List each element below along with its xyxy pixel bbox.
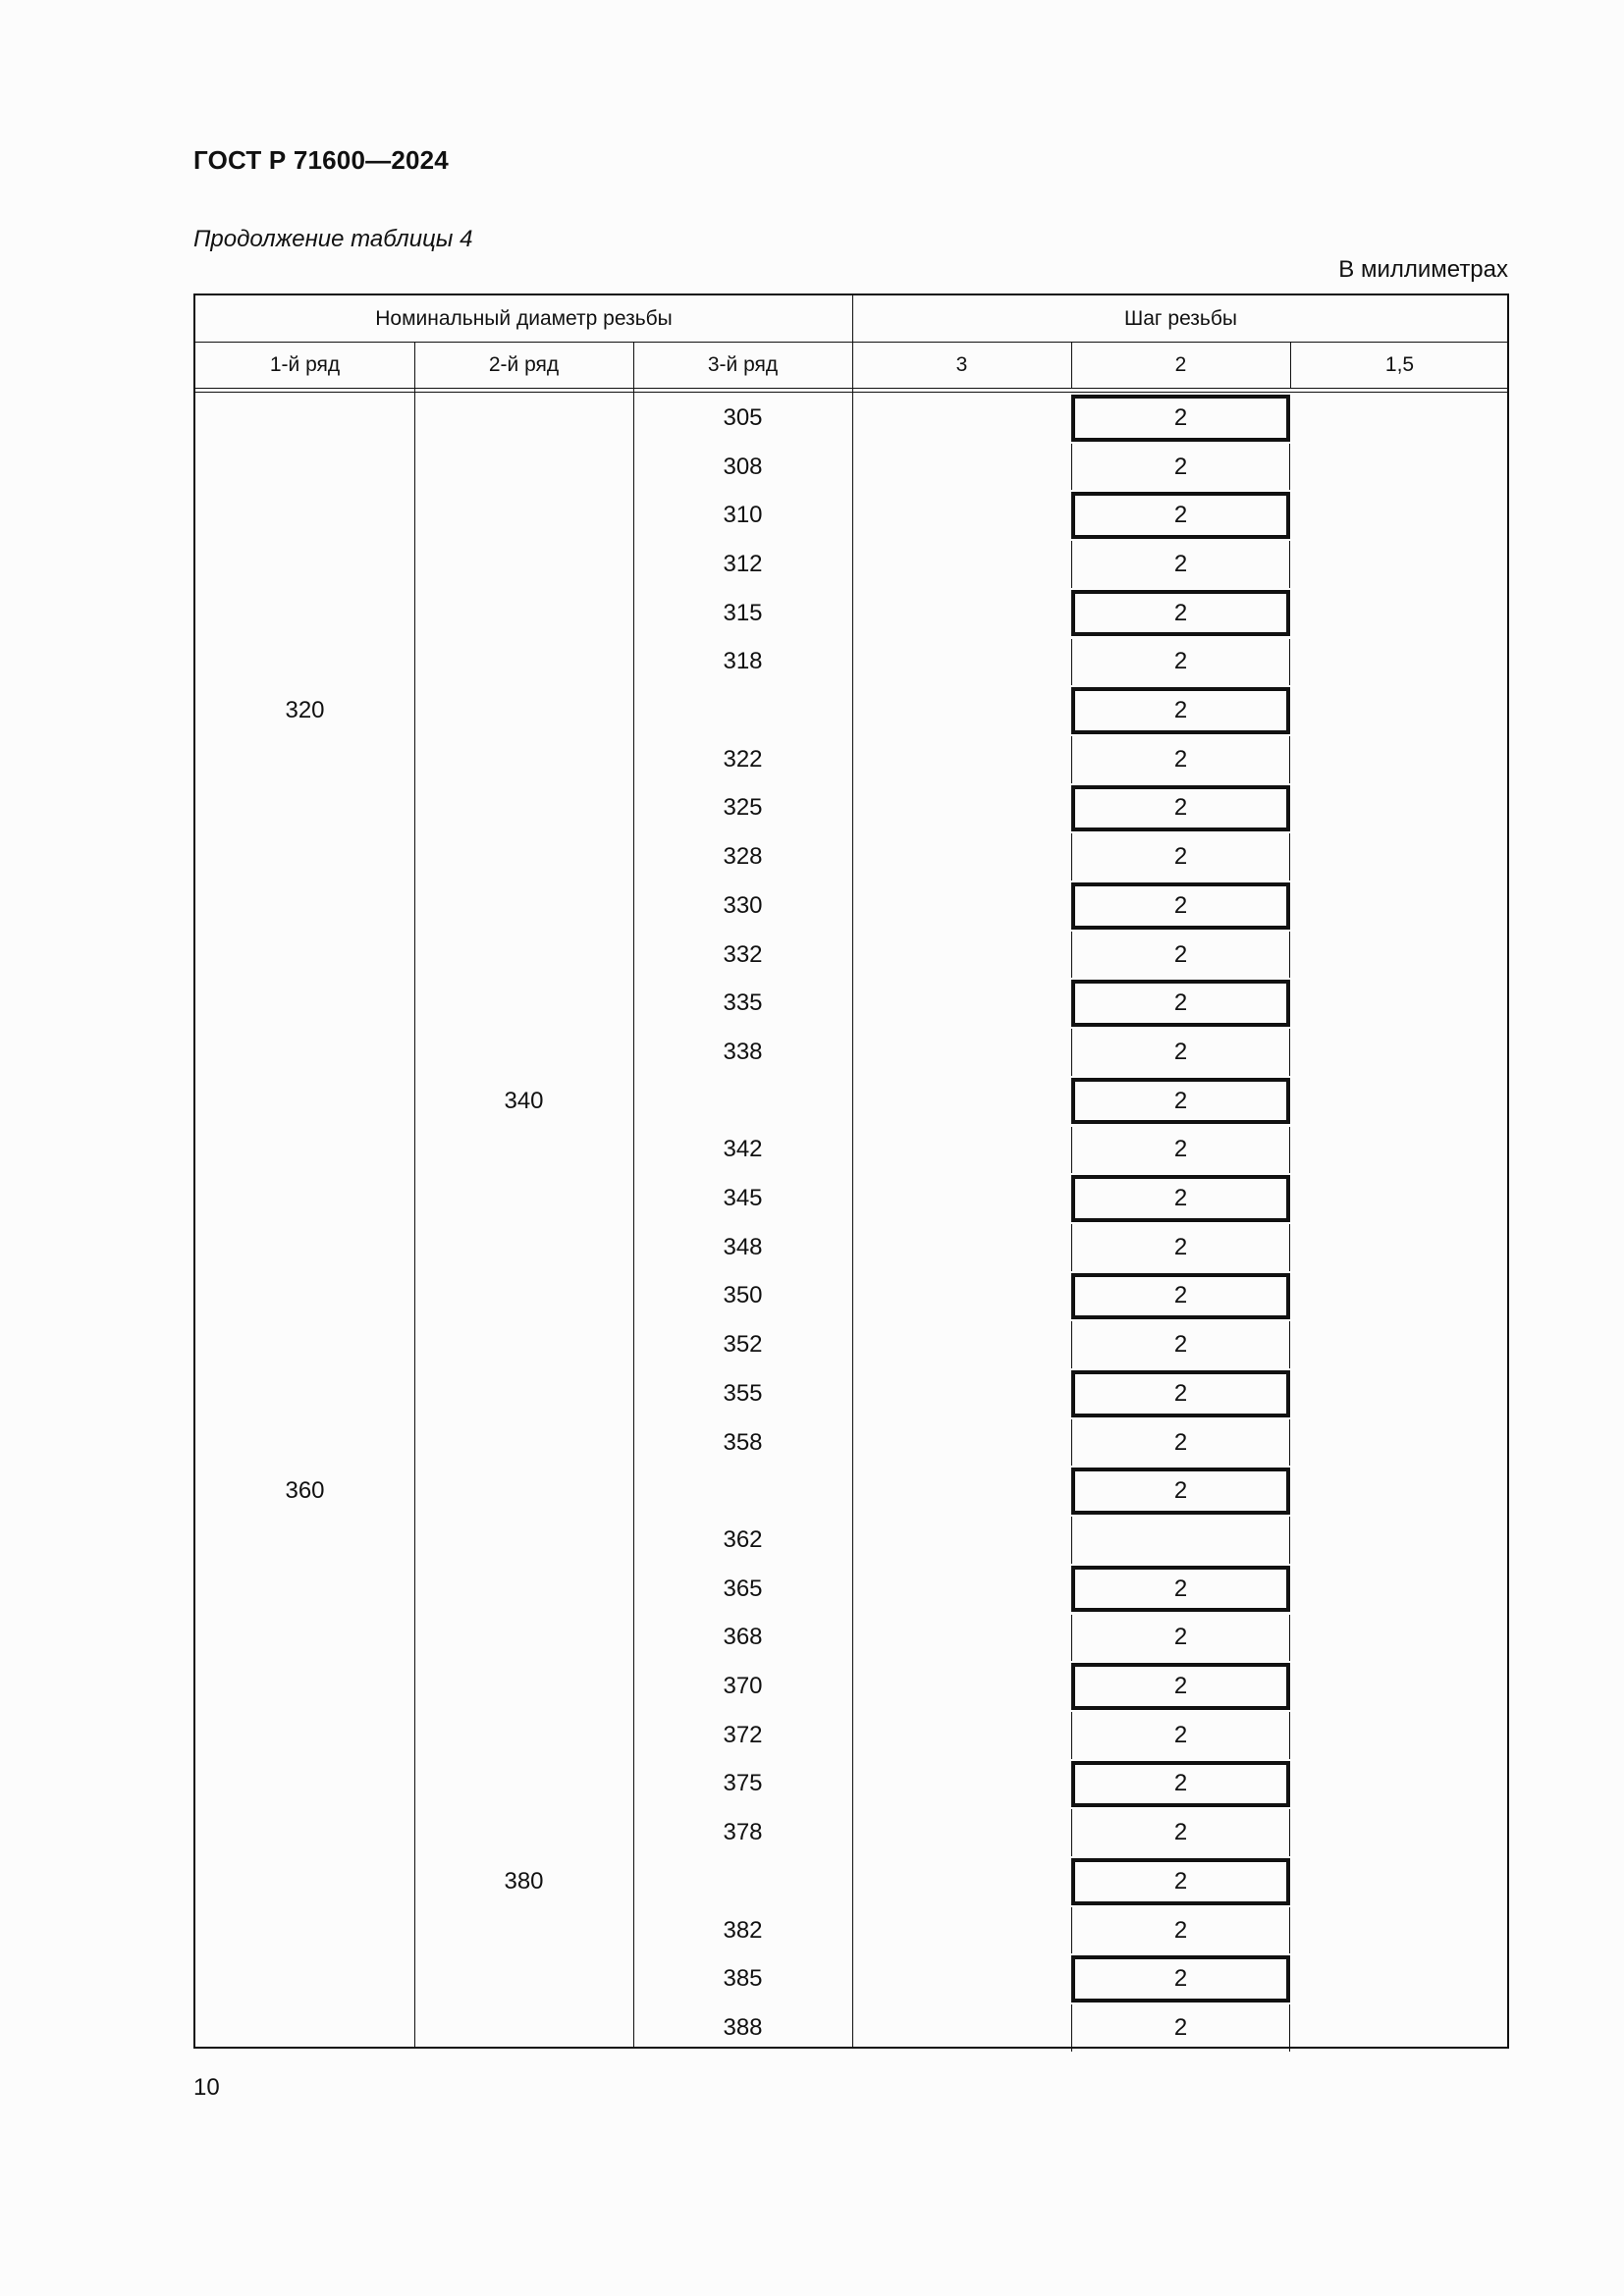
- cell-row-2: [414, 735, 633, 784]
- thread-table: [193, 294, 1509, 2049]
- cell-row-3: 375: [723, 1770, 763, 1797]
- cell-pitch-2: 2: [1071, 1663, 1290, 1710]
- cell-row-1: [195, 443, 414, 492]
- cell-pitch-2: 2: [1071, 541, 1290, 588]
- cell-row-1: [195, 1077, 414, 1126]
- cell-row-2: [414, 638, 633, 687]
- cell-row-3: 382: [723, 1916, 763, 1944]
- cell-row-1: [195, 1418, 414, 1468]
- cell-row-3: 308: [723, 453, 763, 480]
- column-divider-5-header: [1290, 342, 1291, 388]
- cell-pitch-2: 2: [1071, 444, 1290, 491]
- cell-pitch-2: 2: [1071, 1761, 1290, 1808]
- cell-row-3: 315: [723, 599, 763, 626]
- header-pitch-2: 2: [1174, 352, 1187, 376]
- column-divider-4-header: [1071, 342, 1072, 388]
- header-pitch-1-5: 1,5: [1384, 352, 1415, 376]
- cell-row-1: [195, 1808, 414, 1857]
- cell-row-3: 362: [723, 1525, 763, 1553]
- cell-pitch-2: 2: [1071, 590, 1290, 637]
- units-note: В миллиметрах: [1338, 256, 1508, 283]
- cell-pitch-2: 2: [1071, 785, 1290, 832]
- header-row-1: 1-й ряд: [269, 352, 341, 376]
- cell-row-1: [195, 832, 414, 881]
- cell-row-1: [195, 1906, 414, 1955]
- cell-row-3: 305: [723, 403, 763, 431]
- cell-pitch-2: 2: [1071, 736, 1290, 783]
- header-nominal-diameter: Номинальный диаметр резьбы: [375, 306, 673, 330]
- cell-pitch-2: 2: [1071, 1370, 1290, 1417]
- cell-row-1: [195, 881, 414, 931]
- page-number: 10: [193, 2074, 220, 2101]
- cell-row-1: [195, 1565, 414, 1614]
- cell-row-2: [414, 1711, 633, 1760]
- cell-row-2: [414, 589, 633, 638]
- cell-pitch-2: 2: [1071, 1615, 1290, 1662]
- cell-row-3: 345: [723, 1185, 763, 1212]
- cell-row-2: [414, 1174, 633, 1223]
- cell-row-2: [414, 1954, 633, 2003]
- cell-row-3: 348: [723, 1233, 763, 1260]
- cell-pitch-2: 2: [1071, 1029, 1290, 1076]
- cell-pitch-2: 2: [1071, 1273, 1290, 1320]
- cell-row-3: 322: [723, 745, 763, 773]
- cell-row-2: [414, 1808, 633, 1857]
- cell-row-3: 372: [723, 1721, 763, 1748]
- cell-pitch-2: 2: [1071, 932, 1290, 979]
- cell-row-2: [414, 1614, 633, 1663]
- cell-pitch-2: 2: [1071, 492, 1290, 539]
- cell-pitch-2: 2: [1071, 882, 1290, 930]
- cell-pitch-2: 2: [1071, 1175, 1290, 1222]
- cell-row-3: [633, 1467, 852, 1516]
- cell-row-2: [414, 832, 633, 881]
- cell-row-2: [414, 1662, 633, 1711]
- cell-row-1: [195, 638, 414, 687]
- cell-pitch-2: 2: [1071, 1566, 1290, 1613]
- cell-row-3: 365: [723, 1575, 763, 1602]
- cell-row-2: [414, 540, 633, 589]
- cell-pitch-2: 2: [1071, 833, 1290, 881]
- cell-pitch-2: 2: [1071, 2004, 1290, 2052]
- cell-row-1: [195, 1369, 414, 1418]
- cell-pitch-2: 2: [1071, 980, 1290, 1027]
- cell-row-3: 388: [723, 2013, 763, 2041]
- cell-row-2: [414, 784, 633, 833]
- cell-row-1: [195, 931, 414, 980]
- cell-pitch-2: 2: [1071, 1712, 1290, 1759]
- cell-row-2: 380: [504, 1867, 544, 1895]
- cell-row-1: 360: [285, 1477, 325, 1505]
- cell-row-2: [414, 1906, 633, 1955]
- cell-row-2: [414, 1369, 633, 1418]
- cell-row-2: [414, 979, 633, 1028]
- cell-row-1: [195, 1711, 414, 1760]
- cell-row-2: [414, 686, 633, 735]
- cell-row-2: [414, 394, 633, 443]
- cell-row-3: 335: [723, 989, 763, 1017]
- cell-row-1: [195, 1174, 414, 1223]
- header-bottom-line-2: [195, 392, 1507, 393]
- cell-row-3: 338: [723, 1038, 763, 1065]
- cell-row-3: 378: [723, 1819, 763, 1846]
- cell-row-3: 350: [723, 1282, 763, 1309]
- cell-row-2: [414, 881, 633, 931]
- cell-row-2: [414, 1565, 633, 1614]
- cell-row-3: 370: [723, 1673, 763, 1700]
- cell-pitch-2: 2: [1071, 1907, 1290, 1954]
- cell-row-1: [195, 589, 414, 638]
- cell-row-1: [195, 1662, 414, 1711]
- cell-row-1: [195, 784, 414, 833]
- cell-row-1: [195, 979, 414, 1028]
- cell-row-2: [414, 1467, 633, 1516]
- document-code: ГОСТ Р 71600—2024: [193, 145, 449, 175]
- cell-row-2: [414, 1126, 633, 1175]
- cell-row-1: [195, 1126, 414, 1175]
- cell-row-1: [195, 1320, 414, 1369]
- cell-row-3: 355: [723, 1379, 763, 1407]
- cell-row-2: 340: [504, 1087, 544, 1114]
- cell-row-1: [195, 491, 414, 540]
- cell-row-3: 328: [723, 843, 763, 871]
- header-bottom-line-1: [195, 388, 1507, 389]
- cell-row-3: 352: [723, 1331, 763, 1359]
- cell-pitch-2: 2: [1071, 1468, 1290, 1515]
- cell-row-3: 318: [723, 648, 763, 675]
- cell-row-2: [414, 1320, 633, 1369]
- cell-row-3: [633, 686, 852, 735]
- cell-row-3: [633, 1857, 852, 1906]
- cell-row-2: [414, 1418, 633, 1468]
- cell-pitch-2: 2: [1071, 1321, 1290, 1368]
- cell-row-2: [414, 491, 633, 540]
- column-divider-group: [852, 295, 853, 2049]
- cell-row-2: [414, 931, 633, 980]
- cell-row-3: 312: [723, 550, 763, 577]
- cell-row-2: [414, 1223, 633, 1272]
- cell-row-1: 320: [285, 697, 325, 724]
- cell-row-2: [414, 1028, 633, 1077]
- cell-row-1: [195, 394, 414, 443]
- cell-pitch-2: 2: [1071, 395, 1290, 442]
- cell-pitch-2: [1071, 1517, 1290, 1564]
- cell-pitch-2: 2: [1071, 1078, 1290, 1125]
- cell-row-1: [195, 2003, 414, 2053]
- cell-pitch-2: 2: [1071, 1127, 1290, 1174]
- cell-row-1: [195, 1028, 414, 1077]
- cell-row-2: [414, 2003, 633, 2053]
- cell-row-2: [414, 443, 633, 492]
- cell-row-3: 385: [723, 1965, 763, 1993]
- header-divider-left: [195, 342, 852, 343]
- cell-row-3: 342: [723, 1136, 763, 1163]
- cell-pitch-2: 2: [1071, 1955, 1290, 2002]
- cell-row-3: 330: [723, 891, 763, 919]
- table-continuation-caption: Продолжение таблицы 4: [193, 226, 473, 252]
- cell-row-1: [195, 1272, 414, 1321]
- cell-row-3: 332: [723, 940, 763, 968]
- cell-pitch-2: 2: [1071, 1858, 1290, 1905]
- cell-row-1: [195, 1954, 414, 2003]
- header-pitch-3: 3: [955, 352, 968, 376]
- cell-row-3: [633, 1077, 852, 1126]
- cell-row-1: [195, 1760, 414, 1809]
- cell-row-3: 368: [723, 1624, 763, 1651]
- cell-row-1: [195, 1516, 414, 1565]
- cell-pitch-2: 2: [1071, 639, 1290, 686]
- cell-pitch-2: 2: [1071, 687, 1290, 734]
- cell-row-2: [414, 1516, 633, 1565]
- cell-row-3: 325: [723, 794, 763, 822]
- cell-row-3: 358: [723, 1428, 763, 1456]
- cell-row-2: [414, 1272, 633, 1321]
- header-thread-pitch: Шаг резьбы: [1123, 306, 1237, 330]
- header-row-2: 2-й ряд: [488, 352, 560, 376]
- cell-row-3: 310: [723, 502, 763, 529]
- cell-row-1: [195, 1223, 414, 1272]
- cell-pitch-2: 2: [1071, 1419, 1290, 1467]
- cell-row-1: [195, 1614, 414, 1663]
- header-divider: [852, 342, 1507, 343]
- cell-row-1: [195, 1857, 414, 1906]
- cell-row-2: [414, 1760, 633, 1809]
- cell-row-1: [195, 540, 414, 589]
- cell-pitch-2: 2: [1071, 1809, 1290, 1856]
- cell-pitch-2: 2: [1071, 1224, 1290, 1271]
- cell-row-1: [195, 735, 414, 784]
- header-row-3: 3-й ряд: [707, 352, 779, 376]
